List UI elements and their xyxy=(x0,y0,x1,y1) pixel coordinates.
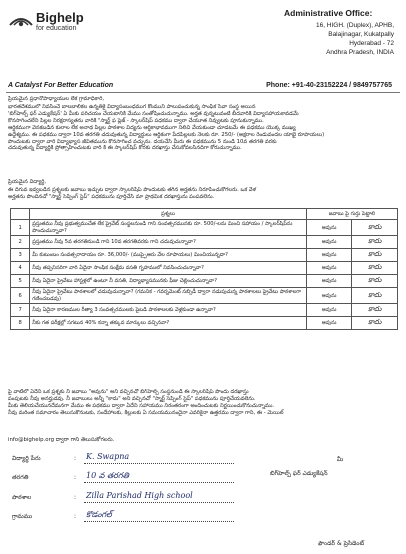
address-line: Balajinagar, Kukatpally xyxy=(328,31,394,38)
colon: : xyxy=(74,513,77,520)
intro-line: భారతదేశములో నివసించే బాలబాలికల ఉన్నతికై విద్యాసంబంధముగ కొంముని పాలుపంచుకున్న సాంఫిక సేవా సంస్థ అయిన xyxy=(8,104,256,110)
answer-no-marked[interactable]: కాదు xyxy=(352,262,398,275)
greeting-headmaster: ప్రియమైన ప్రధానోపాధ్యాయుల లేక గ్రామాధికారి, xyxy=(8,96,105,102)
address-line: 16, HIGH. (Duplex), APHB, xyxy=(315,22,394,29)
field-underline xyxy=(84,482,234,483)
founder-title: ఫౌండర్ & ప్రెసిడెంట్ xyxy=(318,540,365,547)
row-number: 7 xyxy=(11,304,30,317)
office-title: Administrative Office: xyxy=(284,8,373,18)
table-body xyxy=(11,220,398,330)
closing-line: మీకు తెలియచేయునదేమనగా మేము ఈ పథకము ద్వారా ఏదేని సహాయము నిరంతరంగా అందించుటకు నిర్ణయించుకొనుచున్నాము. xyxy=(8,402,275,409)
table-row xyxy=(11,262,398,275)
student-line: అర్హతను పొందినచో "స్మార్ట్ సెప్పింగ్ స్టెప్" పధకమును పూర్తిచేసి మా ప్రాథమిక దరఖాస్తును పంపవలెను. xyxy=(8,193,215,200)
answer-no-marked[interactable]: కాదు xyxy=(352,304,398,317)
closing-line: నీవు మరింత సమాచారం తెలుసుకొనుటకు, సందేహాలకు, కిల్లులకు ఏ సమయమునందైనా ఎవరికైనా ఉత్తరము ద్వారా గాని, ఈ - మెయిల్ xyxy=(8,409,284,416)
answer-yes-option[interactable]: అవును xyxy=(306,304,352,317)
email-contact: info@bighelp.org ద్వారా గాని తెలుసుకోగలరు. xyxy=(8,437,115,443)
intro-line: కొనసాగించలేని పిల్లల నిరక్షరాస్యతను వారికి "స్మార్ట్ ఫ ప్లెజ్ - స్కాలర్‌షిప్ పధకము ద్వారా చేయూత నివ్వుటకు పూనుకున్నాము. xyxy=(8,117,264,124)
header-number xyxy=(11,209,30,220)
row-number: 8 xyxy=(11,317,30,330)
intro-line: పొందుటకు ద్వారా వారి విద్యాభ్యాస జీవితమును కొనసాగించ వచ్చును. దయచేసి మీరు ఈ పధకమును 5 నుండి 10వ తరగతి వరకు xyxy=(8,138,277,145)
intro-line: 'బిగ్‌హెల్ప్ ఫర్ ఎడ్యుకేషన్' ఏ మీకు పరిచయం చేయటానికి మేము సంతోషించుచున్నాము. అర్హత వున్నటువంటి బీదవారికి విద్యాసహాయకావడమే xyxy=(8,110,299,117)
closing-line: పై వాటిలో ఏదేని ఒక ప్రశ్నకు నీ జవాబు "అవును" అని వచ్చినచో బిగ్‌హెల్ప్ సంస్థనుండి ఈ స్కాలర్‌షిప్ పొందు దరఖాస్తు xyxy=(8,389,249,395)
table-row xyxy=(11,249,398,262)
greeting-student: ప్రియమైన విద్యార్థి, xyxy=(8,179,47,185)
student-line: ఈ దిగువ ఇవ్వబడిన ప్రశ్నలకు జవాబు ఇచ్చుట ద్వారా స్కాలర్‌షిప్ పొందుటకు తగిన అర్హతను నిరూపించుకోగలరు. ఒక వేళ xyxy=(8,187,256,193)
row-number: 3 xyxy=(11,249,30,262)
field-underline xyxy=(84,463,234,464)
closing-line: పంపుటకు నీవు అనర్హుడవు. నీ జవాబులు అన్నీ "కాదు" అని వచ్చినచో "స్మార్ట్ సెప్పింగ్ స్టెప్" పధకమును పూర్తిచేయవలెను. xyxy=(8,395,256,402)
row-number: 6 xyxy=(11,288,30,304)
table-row xyxy=(11,220,398,236)
student-name-label: విద్యార్థి పేరు xyxy=(12,455,41,462)
colon: : xyxy=(74,494,77,501)
intro-paragraph xyxy=(8,104,398,152)
closing-paragraph xyxy=(8,389,398,417)
intro-line: చదువుతున్న విద్యార్థికి ప్రోత్సాహించుటకు వారి కి ఈ స్కాలర్‌షిప్ కొరకు దరఖాస్తు చేసుకోవలసినదిగా కోరుచున్నాము. xyxy=(8,145,242,152)
table-row xyxy=(11,275,398,288)
organization-signature: బిగ్‌హెల్ప్ ఫర్ ఎడ్యుకేషన్ xyxy=(270,470,328,477)
question-text: నీవు ఏదైనా కారణముల రీత్యా 3 సంవత్సరములకు పైబడి పాఠశాలలకు వెళ్లకుండా ఉన్నావా? xyxy=(30,304,307,317)
answer-no-marked[interactable]: కాదు xyxy=(352,288,398,304)
colon: : xyxy=(74,474,77,481)
question-text: నీవు ఏదైనా ప్రైవేటు హాస్టళ్లలో ఉంటూ నీ వసతి, విద్యాభ్యాసమునకు ఫీజు చెల్లించుచున్నావా? xyxy=(30,275,307,288)
phone-number: Phone: +91-40-23152224 / 9849757765 xyxy=(266,82,392,89)
village-label: గ్రామము xyxy=(12,513,33,520)
class-label: తరగతి xyxy=(12,474,29,481)
answer-yes-option[interactable]: అవును xyxy=(306,249,352,262)
table-row xyxy=(11,304,398,317)
bighelp-logo-icon xyxy=(8,11,34,29)
question-text: ప్రస్తుతము నీవు ప్రభుత్వముచేత లేక ప్రైవేట్ సంస్థలనుండి గాని సంవత్సరమునకు రూ. 500/-లను మించి సహాయం / స్కాలర్‌షిప్‌ను పొందుచున్నావా? xyxy=(30,220,307,236)
row-number: 1 xyxy=(11,220,30,236)
question-text: నీవు తప్పనిసరిగా వారి ఏదైనా సాంఫిక సంక్షేమ వసతి గృహములో నివసించుచున్నావా? xyxy=(30,262,307,275)
answer-yes-option[interactable]: అవును xyxy=(306,275,352,288)
intro-line: ఆర్థికముగా వెనకబడిన కులాల లేక అనాథ పిల్లల పాఠశాల విద్యను ఆర్థికాభావముగా నిలిచి వేయకుండా చూడటమే ఈ పధకము యొక్క ముఖ్య xyxy=(8,124,296,131)
header-question: ప్రశ్నలు xyxy=(30,209,307,220)
student-name-value[interactable]: K. Swapna xyxy=(86,452,130,461)
answer-no-marked[interactable]: కాదు xyxy=(352,249,398,262)
school-value[interactable]: Zilla Parishad High school xyxy=(86,491,193,500)
row-number: 4 xyxy=(11,262,30,275)
question-text: ప్రస్తుతము నీవు 5వ తరగతినుండి గాని 10వ తరగతివరకు గాని చదువుచున్నావా? xyxy=(30,236,307,249)
school-label: పాఠశాల xyxy=(12,494,32,501)
student-paragraph xyxy=(8,187,398,201)
closing-salutation: మీ xyxy=(336,456,344,463)
answer-yes-option[interactable]: అవును xyxy=(306,262,352,275)
answer-yes-option[interactable]: అవును xyxy=(306,317,352,330)
address-line: Andhra Pradesh, INDIA xyxy=(326,49,394,56)
row-number: 5 xyxy=(11,275,30,288)
tagline: A Catalyst For Better Education xyxy=(8,82,114,89)
intro-line: ఉద్దేశ్యము. ఈ పధకము ద్వారా 10వ తరగతి చదువుతున్న విద్యార్థులు ఆర్థికంగా పేదపిల్లలకు నెలకు రూ. 250/- (అక్షరాల రెండువందల యాభై రూపాయలు) xyxy=(8,131,325,138)
answer-yes-option[interactable]: అవును xyxy=(306,220,352,236)
answer-no-marked[interactable]: కాదు xyxy=(352,220,398,236)
answer-no-marked[interactable]: కాదు xyxy=(352,236,398,249)
answer-yes-option[interactable]: అవును xyxy=(306,236,352,249)
table-row xyxy=(11,236,398,249)
question-text: మీ కుటుంబం సంవత్సరాదాయం రూ. 36,000/- (ముప్పైఆరు వేల రూపాయలు) మించియున్నదా? xyxy=(30,249,307,262)
field-underline xyxy=(84,502,234,503)
class-value[interactable]: 10 వ తరగతి xyxy=(86,471,129,480)
header-answer: జవాబు పై గుర్తు పెట్టాలి xyxy=(306,209,397,220)
brand-name: Bighelp xyxy=(36,10,84,25)
table-row xyxy=(11,288,398,304)
header-divider xyxy=(6,92,400,93)
table-header-row xyxy=(11,209,398,220)
question-text: నీకు గత పరీక్షల్లో సగటున 40% కన్నా తక్కువ మార్కులు వచ్చినవా? xyxy=(30,317,307,330)
field-underline xyxy=(84,521,234,522)
question-text: నీవు ఏదైనా ప్రైవేటు పాఠశాలలో చదువుచున్నావా? (గమనిక - గవర్నమెంట్ సబ్సిడీ ద్వారా నడుపుచున్న పాఠశాలలు ప్రైవేటు పాఠశాలగా గణించబడవు) xyxy=(30,288,307,304)
row-number: 2 xyxy=(11,236,30,249)
answer-no-marked[interactable]: కాదు xyxy=(352,275,398,288)
answer-no-marked[interactable]: కాదు xyxy=(352,317,398,330)
answer-yes-option[interactable]: అవును xyxy=(306,288,352,304)
village-value[interactable]: కొడంగల్ xyxy=(86,510,112,519)
table-row xyxy=(11,317,398,330)
brand-subtitle: for education xyxy=(36,25,77,32)
eligibility-table xyxy=(10,208,398,330)
address-line: Hyderabad - 72 xyxy=(349,40,394,47)
colon: : xyxy=(74,455,77,462)
